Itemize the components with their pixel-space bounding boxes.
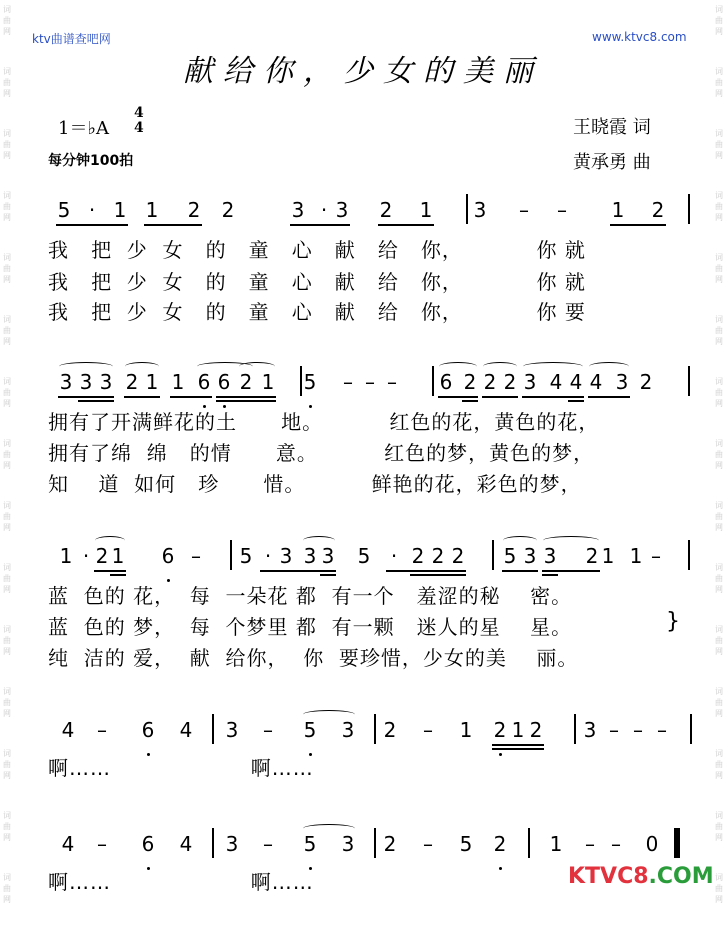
side-watermark-mark: 词 曲 网 [3, 191, 11, 222]
lyric-line: 啊…… 啊…… [48, 756, 314, 780]
side-watermark-mark: 词 曲 网 [715, 129, 723, 160]
side-watermark-mark: 词 曲 网 [715, 625, 723, 656]
note: 6 [217, 370, 231, 394]
beam-underline [502, 570, 538, 572]
note: 4 [569, 370, 583, 394]
side-watermark-mark: 词 曲 网 [3, 749, 11, 780]
note: 1 [145, 198, 159, 222]
notation-line [0, 832, 726, 862]
bar-line [690, 714, 692, 744]
side-watermark-mark: 词 曲 网 [715, 253, 723, 284]
time-signature-bottom: 4 [134, 120, 144, 136]
augmentation-dot: · [82, 544, 90, 568]
side-watermark-right [713, 0, 725, 918]
note: 3 [615, 370, 629, 394]
note: 1 [511, 718, 525, 742]
augmentation-dot: · [88, 198, 96, 222]
note: 2 [239, 370, 253, 394]
side-watermark-mark: 词 曲 网 [715, 315, 723, 346]
extension-dash: – [263, 832, 273, 856]
tie-slur [543, 536, 599, 545]
note: 1 [113, 198, 127, 222]
bar-line [688, 366, 690, 396]
side-watermark-mark: 词 曲 网 [3, 253, 11, 284]
time-signature [134, 106, 144, 136]
logo-main-text: KTVC8 [568, 864, 649, 889]
note: 2 [463, 370, 477, 394]
tie-slur [303, 824, 355, 833]
note: 3 [59, 370, 73, 394]
side-watermark-mark: 词 曲 网 [715, 377, 723, 408]
extension-dash: – [387, 370, 397, 394]
side-watermark-mark: 词 曲 网 [3, 439, 11, 470]
augmentation-dot: · [390, 544, 398, 568]
note: 2 [383, 832, 397, 856]
side-watermark-mark: 词 曲 网 [715, 501, 723, 532]
tie-slur [439, 362, 477, 371]
note: 3 [523, 544, 537, 568]
note: 2 [95, 544, 109, 568]
beam-underline [610, 224, 666, 226]
final-bar-line [674, 828, 680, 858]
side-watermark-mark: 词 曲 网 [715, 5, 723, 36]
extension-dash: – [191, 544, 201, 568]
side-watermark-mark: 词 曲 网 [715, 749, 723, 780]
note: 1 [459, 718, 473, 742]
beam-underline [58, 396, 114, 398]
song-title: 献给你，少女的美丽 [183, 54, 543, 89]
tie-slur [589, 362, 629, 371]
tie-slur [125, 362, 159, 371]
note: 1 [171, 370, 185, 394]
lyric-line: 蓝 色的 花， 每 一朵花 都 有一个 羞涩的秘 密。 [48, 584, 573, 608]
note: 6 [141, 832, 155, 856]
note: 2 [493, 718, 507, 742]
side-watermark-mark: 词 曲 网 [715, 873, 723, 904]
extension-dash: – [423, 832, 433, 856]
note: 2 [483, 370, 497, 394]
note: 5 [503, 544, 517, 568]
bar-line [688, 194, 690, 224]
augmentation-dot: · [264, 544, 272, 568]
note: 3 [523, 370, 537, 394]
key-signature: 1＝♭A [58, 118, 109, 139]
bar-line [432, 366, 434, 396]
notation-line [0, 544, 726, 574]
note: 2 [503, 370, 517, 394]
extension-dash: – [97, 718, 107, 742]
beam-underline [378, 224, 434, 226]
note: 4 [549, 370, 563, 394]
beam-underline-double [216, 400, 276, 402]
bar-line [230, 540, 232, 570]
beam-underline [124, 396, 160, 398]
side-watermark-mark: 词 曲 网 [3, 501, 11, 532]
lyric-line: 拥有了绵 绵 的情 意。 红色的梦，黄色的梦， [48, 441, 595, 465]
note: 2 [187, 198, 201, 222]
beam-underline [290, 224, 350, 226]
bar-line [688, 540, 690, 570]
note: 3 [225, 718, 239, 742]
lyric-line: 我 把 少 女 的 童 心 献 给 你， 你 就 [48, 238, 586, 262]
note: 2 [411, 544, 425, 568]
bar-line [374, 828, 376, 858]
tie-slur [303, 536, 335, 545]
note: 1 [611, 198, 625, 222]
beam-underline [170, 396, 212, 398]
beam-underline [260, 570, 336, 572]
note: 4 [61, 832, 75, 856]
note: 2 [651, 198, 665, 222]
lyric-line: 啊…… 啊…… [48, 870, 314, 894]
site-watermark-right: www.ktvc8.com [592, 30, 687, 44]
notation-line [0, 198, 726, 228]
note: 3 [335, 198, 349, 222]
lyric-line: 我 把 少 女 的 童 心 献 给 你， 你 就 [48, 270, 586, 294]
side-watermark-mark: 词 曲 网 [3, 563, 11, 594]
bar-line [466, 194, 468, 224]
note: 3 [583, 718, 597, 742]
side-watermark-mark: 词 曲 网 [715, 439, 723, 470]
beam-underline-double [492, 748, 544, 750]
site-watermark-left: ktv曲谱查吧网 [32, 32, 111, 46]
note: 4 [179, 718, 193, 742]
note: 5 [239, 544, 253, 568]
bar-line [374, 714, 376, 744]
note: 3 [225, 832, 239, 856]
note: 5 [303, 718, 317, 742]
note: 5 [303, 832, 317, 856]
notation-line [0, 370, 726, 400]
side-watermark-mark: 词 曲 网 [3, 625, 11, 656]
beam-underline [438, 396, 478, 398]
beam-underline-double [542, 574, 558, 576]
extension-dash: – [557, 198, 567, 222]
note: 1 [145, 370, 159, 394]
extension-dash: – [633, 718, 643, 742]
beam-underline [144, 224, 202, 226]
beam-underline-double [110, 574, 126, 576]
side-watermark-mark: 词 曲 网 [3, 5, 11, 36]
lyric-line: 纯 洁的 爱， 献 给你， 你 要珍惜，少女的美 丽。 [48, 646, 579, 670]
side-watermark-mark: 词 曲 网 [715, 811, 723, 842]
beam-underline-double [78, 400, 114, 402]
site-logo [568, 864, 714, 889]
extension-dash: – [423, 718, 433, 742]
note: 6 [439, 370, 453, 394]
time-signature-top: 4 [134, 105, 144, 121]
extension-dash: – [657, 718, 667, 742]
tie-slur [59, 362, 113, 371]
side-watermark-mark: 词 曲 网 [715, 687, 723, 718]
side-watermark-mark: 词 曲 网 [3, 377, 11, 408]
bar-line [574, 714, 576, 744]
extension-dash: – [97, 832, 107, 856]
extension-dash: – [651, 544, 661, 568]
side-watermark-mark: 词 曲 网 [3, 67, 11, 98]
note: 5 [357, 544, 371, 568]
side-watermark-mark: 词 曲 网 [3, 315, 11, 346]
note: 3 [321, 544, 335, 568]
note: 2 [221, 198, 235, 222]
bar-line [212, 714, 214, 744]
note: 2 [451, 544, 465, 568]
tie-slur [95, 536, 125, 545]
beam-underline [522, 396, 584, 398]
note: 3 [79, 370, 93, 394]
tie-slur [303, 710, 355, 719]
note: 2 [585, 544, 599, 568]
note: 1 [111, 544, 125, 568]
side-watermark-mark: 词 曲 网 [3, 687, 11, 718]
composer-credit: 黄承勇 曲 [573, 152, 651, 173]
note: 1 [59, 544, 73, 568]
note: 4 [61, 718, 75, 742]
note: 1 [601, 544, 615, 568]
beam-underline [542, 570, 600, 572]
extension-dash: – [343, 370, 353, 394]
tie-slur [523, 362, 583, 371]
bar-line [528, 828, 530, 858]
note: 2 [493, 832, 507, 856]
note: 6 [161, 544, 175, 568]
lyricist-credit: 王晓霞 词 [573, 117, 651, 138]
extension-dash: – [609, 718, 619, 742]
extension-dash: – [365, 370, 375, 394]
note: 4 [589, 370, 603, 394]
beam-underline [216, 396, 276, 398]
beam-underline [56, 224, 128, 226]
augmentation-dot: · [320, 198, 328, 222]
lyric-line: 拥有了开满鲜花的土 地。 红色的花，黄色的花， [48, 410, 600, 434]
verse-brace: } [666, 609, 680, 634]
note: 4 [179, 832, 193, 856]
beam-underline [94, 570, 126, 572]
beam-underline [492, 744, 544, 746]
note: 5 [303, 370, 317, 394]
beam-underline [482, 396, 518, 398]
note: 5 [57, 198, 71, 222]
beam-underline-double [568, 400, 584, 402]
extension-dash: – [263, 718, 273, 742]
note: 3 [543, 544, 557, 568]
side-watermark-mark: 词 曲 网 [3, 811, 11, 842]
extension-dash: – [611, 832, 621, 856]
side-watermark-mark: 词 曲 网 [715, 563, 723, 594]
note: 3 [303, 544, 317, 568]
beam-underline [386, 570, 466, 572]
note: 1 [261, 370, 275, 394]
beam-underline-double [410, 574, 466, 576]
note: 3 [99, 370, 113, 394]
note: 3 [291, 198, 305, 222]
note: 2 [529, 718, 543, 742]
logo-tld-text: .COM [648, 864, 714, 889]
note: 3 [341, 832, 355, 856]
extension-dash: – [585, 832, 595, 856]
tempo-marking: 每分钟100拍 [48, 153, 134, 169]
note: 2 [639, 370, 653, 394]
tie-slur [503, 536, 537, 545]
bar-line [492, 540, 494, 570]
side-watermark-mark: 词 曲 网 [3, 129, 11, 160]
note: 2 [125, 370, 139, 394]
notation-line [0, 718, 726, 748]
note: 1 [549, 832, 563, 856]
beam-underline [588, 396, 630, 398]
beam-underline-double [320, 574, 336, 576]
side-watermark-mark: 词 曲 网 [715, 191, 723, 222]
tie-slur [239, 362, 275, 371]
note: 3 [279, 544, 293, 568]
tie-slur [483, 362, 517, 371]
note: 5 [459, 832, 473, 856]
note: 3 [341, 718, 355, 742]
beam-underline-double [462, 400, 478, 402]
note: 2 [431, 544, 445, 568]
extension-dash: – [519, 198, 529, 222]
note: 6 [141, 718, 155, 742]
side-watermark-mark: 词 曲 网 [3, 873, 11, 904]
note: 2 [383, 718, 397, 742]
note: 2 [379, 198, 393, 222]
lyric-line: 蓝 色的 梦， 每 个梦里 都 有一颗 迷人的星 星。 [48, 615, 573, 639]
side-watermark-left [1, 0, 13, 918]
note: 6 [197, 370, 211, 394]
bar-line [212, 828, 214, 858]
lyric-line: 知 道 如何 珍 惜。 鲜艳的花，彩色的梦， [48, 472, 582, 496]
note: 3 [473, 198, 487, 222]
note: 0 [645, 832, 659, 856]
note: 1 [419, 198, 433, 222]
side-watermark-mark: 词 曲 网 [715, 67, 723, 98]
lyric-line: 我 把 少 女 的 童 心 献 给 你， 你 要 [48, 300, 586, 324]
note: 1 [629, 544, 643, 568]
